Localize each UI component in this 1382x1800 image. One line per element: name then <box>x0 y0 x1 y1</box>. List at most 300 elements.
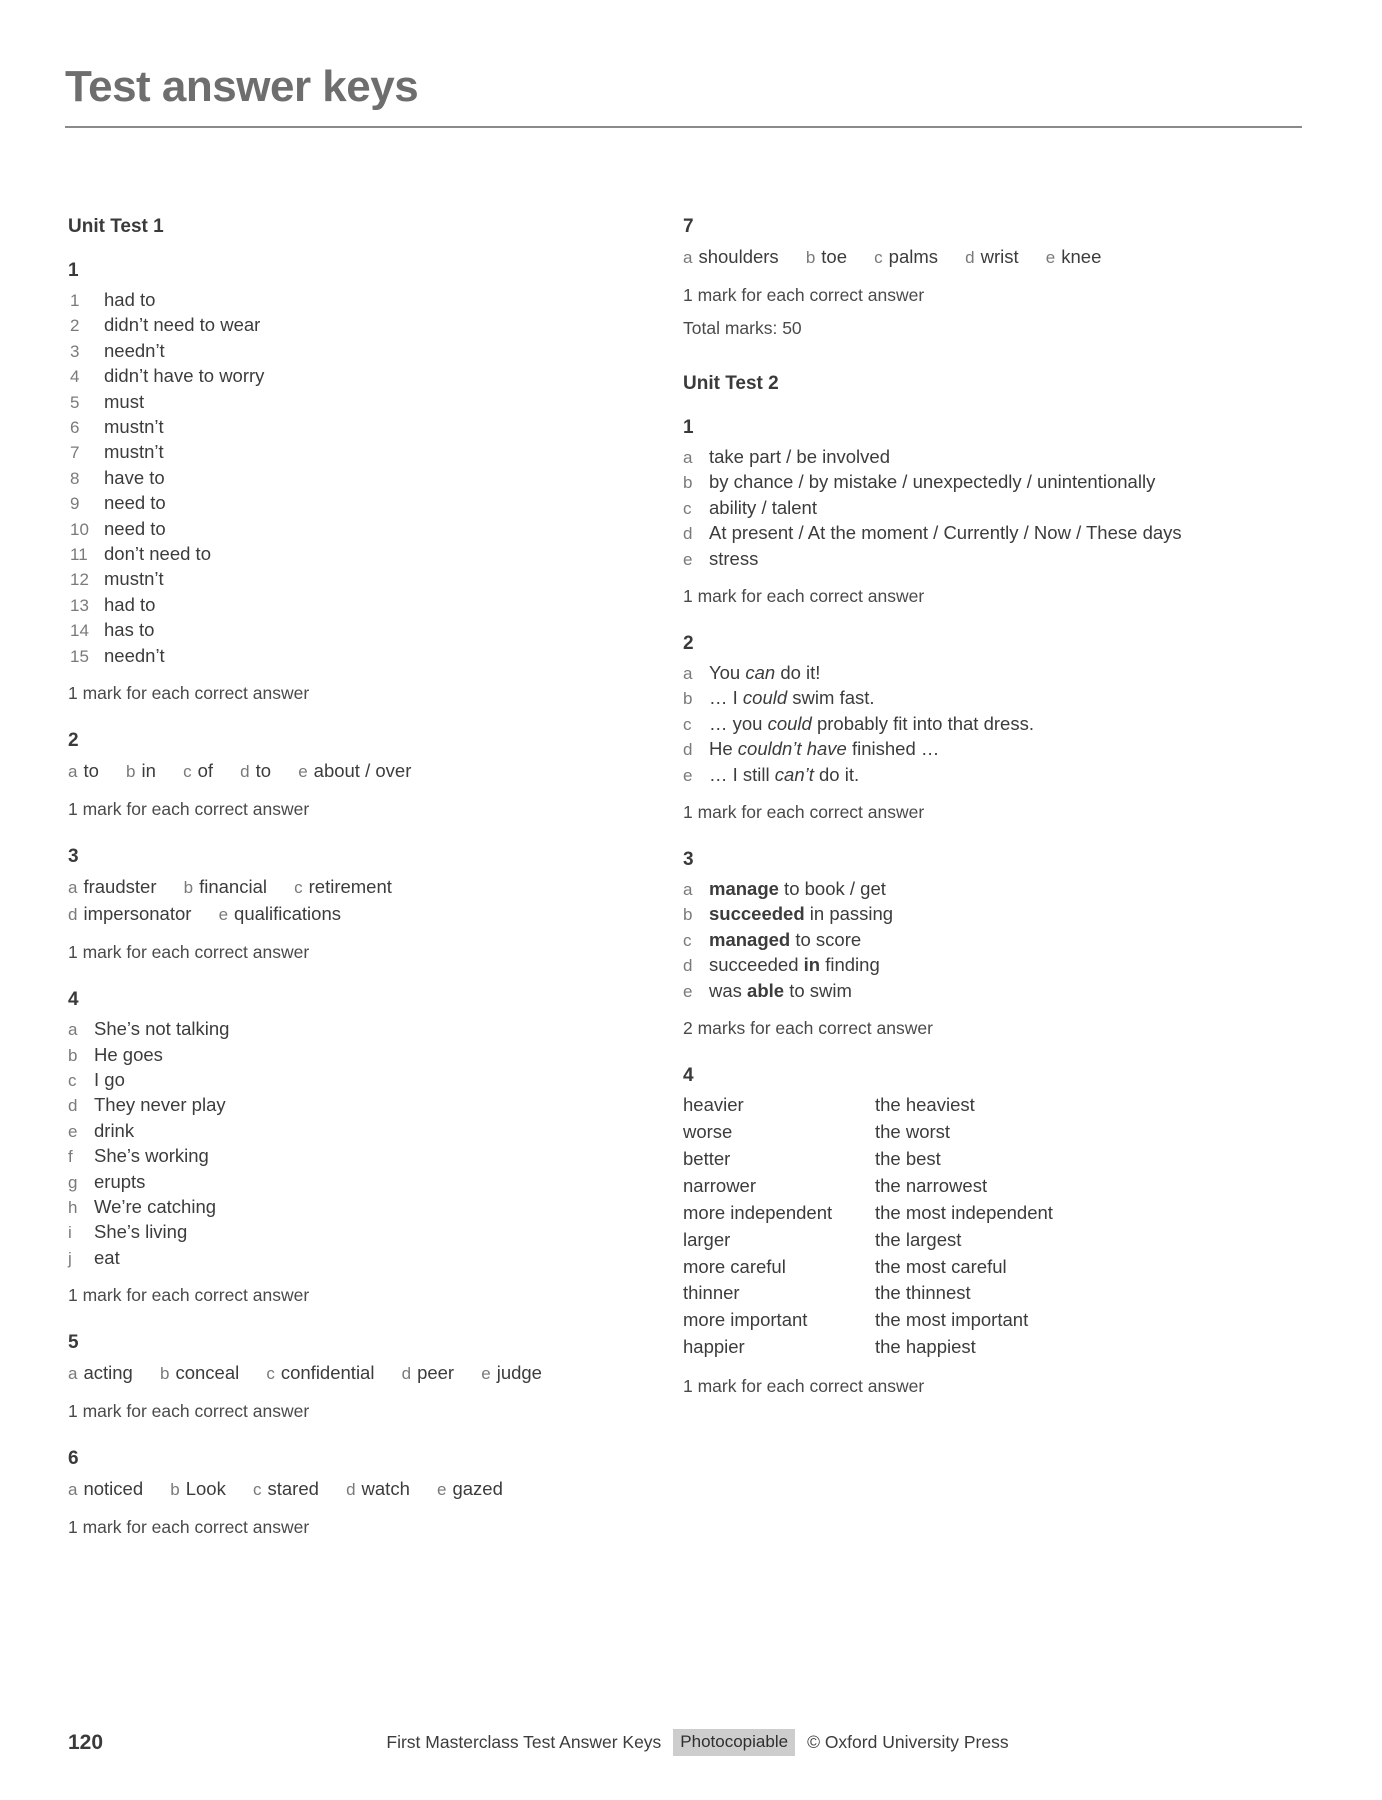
item-label: a <box>68 762 78 782</box>
list-item <box>402 1360 455 1387</box>
list-item <box>1046 244 1102 271</box>
list-item <box>437 1476 503 1503</box>
item-label: d <box>346 1480 356 1500</box>
item-label: f <box>68 1147 73 1167</box>
question-number: 3 <box>68 846 79 868</box>
item-text: had to <box>104 593 156 615</box>
item-label: 7 <box>70 443 80 463</box>
list-item <box>68 758 99 785</box>
photocopiable-badge: Photocopiable <box>673 1729 795 1756</box>
footer-center <box>103 1729 1332 1756</box>
book-title: First Masterclass Test Answer Keys <box>386 1732 662 1752</box>
right-question-4 <box>683 1065 1238 1397</box>
list-item <box>68 542 623 567</box>
item-text: mustn’t <box>104 568 164 590</box>
item-label: b <box>805 248 816 267</box>
item-text: stared <box>267 1478 319 1500</box>
table-row <box>683 1228 1053 1255</box>
right-question-2 <box>683 633 1238 823</box>
item-label: d <box>683 740 693 760</box>
item-label: e <box>1045 248 1056 267</box>
table-row <box>683 1120 1053 1147</box>
item-text: didn’t need to wear <box>104 314 261 336</box>
item-text-emphasis: can <box>745 662 776 684</box>
list-item <box>68 1093 623 1118</box>
item-label: 9 <box>70 494 80 514</box>
table-row <box>683 1255 1053 1282</box>
question-number: 7 <box>683 216 694 237</box>
item-label: 11 <box>70 545 88 565</box>
list-item <box>68 593 623 618</box>
question-number: 1 <box>68 260 79 281</box>
list-item <box>683 979 1238 1004</box>
item-text-pre: succeeded <box>709 954 804 976</box>
answer-list <box>68 1360 623 1387</box>
item-text: gazed <box>452 1478 503 1500</box>
left-question-2 <box>68 730 623 820</box>
list-item <box>253 1476 319 1503</box>
item-label: 1 <box>70 291 80 310</box>
list-item <box>683 737 1238 762</box>
list-item <box>683 763 1238 788</box>
item-label: e <box>481 1364 491 1384</box>
item-label: 12 <box>70 570 89 590</box>
title-divider <box>65 126 1302 128</box>
item-text: ability / talent <box>709 496 817 518</box>
comparative-cell: more independent <box>683 1201 833 1223</box>
item-text: palms <box>888 246 939 267</box>
item-label: c <box>683 930 692 950</box>
table-row <box>683 1308 1053 1335</box>
item-label: e <box>298 762 308 782</box>
table-row <box>683 1147 1053 1174</box>
item-text-emphasis: could <box>742 687 788 709</box>
comparative-cell: more important <box>683 1309 808 1331</box>
item-text-post: finding <box>820 954 880 976</box>
comparative-cell: worse <box>683 1121 733 1142</box>
mark-note: 1 mark for each correct answer <box>68 799 310 820</box>
item-label: e <box>68 1121 78 1141</box>
item-label: a <box>683 448 693 467</box>
list-item <box>183 758 213 785</box>
item-label: c <box>253 1480 262 1500</box>
list-item <box>806 244 847 271</box>
list-item <box>683 496 1238 521</box>
list-item <box>683 661 1238 686</box>
item-text: I go <box>94 1068 125 1090</box>
item-label: c <box>683 714 692 734</box>
item-text-post: swim fast. <box>787 687 875 709</box>
superlative-cell: the largest <box>875 1228 962 1250</box>
item-label: c <box>294 878 303 898</box>
item-text: knee <box>1061 246 1102 267</box>
item-label: b <box>183 878 194 898</box>
list-item <box>68 364 623 389</box>
item-label: 5 <box>70 392 80 412</box>
item-text-post: to score <box>790 928 862 950</box>
item-text: watch <box>361 1478 410 1500</box>
list-item <box>68 390 623 415</box>
comparative-cell: thinner <box>683 1282 740 1304</box>
item-label: d <box>401 1364 412 1384</box>
superlative-cell: the thinnest <box>875 1282 971 1304</box>
list-item <box>68 1068 623 1093</box>
item-label: h <box>68 1197 78 1217</box>
left-question-6 <box>68 1448 623 1538</box>
list-item <box>683 547 1238 572</box>
item-label: d <box>965 248 975 267</box>
list-item <box>68 339 623 364</box>
list-item <box>126 758 156 785</box>
table-row <box>683 1174 1053 1201</box>
total-marks: Total marks: 50 <box>683 318 802 338</box>
list-item <box>68 1195 623 1220</box>
mark-note: 1 mark for each correct answer <box>68 1517 310 1538</box>
item-text-pre: … I still <box>709 763 775 785</box>
list-item <box>294 874 392 901</box>
item-text: about / over <box>313 760 412 782</box>
comparative-cell: better <box>683 1147 731 1169</box>
item-label: a <box>683 248 693 267</box>
list-item <box>965 244 1019 271</box>
publisher: © Oxford University Press <box>807 1732 1009 1752</box>
item-text-bold: in <box>803 954 821 976</box>
item-text: didn’t have to worry <box>104 365 265 387</box>
list-item <box>184 874 267 901</box>
item-label: e <box>683 981 693 1001</box>
item-label: d <box>683 524 693 544</box>
item-text: confidential <box>280 1362 375 1384</box>
item-label: b <box>159 1364 170 1384</box>
list-item <box>68 874 156 901</box>
item-label: a <box>683 880 693 900</box>
item-text: shoulders <box>698 246 779 267</box>
superlative-cell: the most important <box>875 1309 1029 1331</box>
answer-list <box>683 445 1238 572</box>
item-label: 6 <box>70 418 80 438</box>
comparative-cell: larger <box>683 1228 731 1250</box>
left-column <box>68 216 623 1564</box>
mark-note: 1 mark for each correct answer <box>68 1401 310 1422</box>
item-label: g <box>68 1172 78 1192</box>
list-item <box>68 644 623 669</box>
list-item <box>68 1476 143 1503</box>
item-text-emphasis: could <box>767 712 812 734</box>
list-item <box>683 244 779 271</box>
question-number: 6 <box>68 1448 79 1470</box>
answer-list <box>683 877 1238 1004</box>
mark-note: 1 mark for each correct answer <box>68 942 310 963</box>
left-question-3 <box>68 846 623 963</box>
item-text: At present / At the moment / Currently / Now / These days <box>709 522 1182 544</box>
item-text: drink <box>94 1119 135 1141</box>
item-text-bold: managed <box>709 928 791 950</box>
item-text-pre: … I <box>709 687 743 709</box>
list-item <box>68 1170 623 1195</box>
mark-note: 2 marks for each correct answer <box>683 1018 933 1039</box>
item-text-post: finished … <box>846 738 940 760</box>
superlative-cell: the worst <box>875 1121 951 1142</box>
list-item <box>683 686 1238 711</box>
item-text: She’s working <box>94 1145 209 1167</box>
page-header <box>50 0 1332 124</box>
item-label: 2 <box>70 316 80 336</box>
item-text: impersonator <box>83 903 192 925</box>
item-text: toe <box>821 246 848 267</box>
item-text: of <box>197 760 213 782</box>
comparative-cell: heavier <box>683 1094 744 1116</box>
item-label: 3 <box>70 341 80 361</box>
table-row <box>683 1281 1053 1308</box>
item-text-post: to book / get <box>778 878 886 900</box>
question-number: 3 <box>683 849 694 871</box>
item-text: qualifications <box>234 903 341 925</box>
list-item <box>160 1360 239 1387</box>
mark-note: 1 mark for each correct answer <box>683 1376 925 1397</box>
item-label: b <box>126 762 136 782</box>
page-footer <box>0 1729 1382 1756</box>
item-text: don’t need to <box>104 543 211 565</box>
item-text: take part / be involved <box>709 446 890 467</box>
content-columns <box>50 216 1332 1564</box>
item-text: wrist <box>980 246 1019 267</box>
item-label: c <box>266 1364 275 1384</box>
answer-list <box>68 288 623 669</box>
item-text-bold: manage <box>709 878 779 900</box>
item-text-post: do it! <box>775 662 821 684</box>
item-text: erupts <box>94 1170 146 1192</box>
question-number: 5 <box>68 1332 79 1354</box>
item-label: d <box>240 762 250 782</box>
item-label: a <box>68 1020 78 1040</box>
item-text-pre: was <box>709 979 748 1001</box>
left-question-4 <box>68 989 623 1306</box>
item-text-post: in passing <box>804 903 894 925</box>
right-question-1 <box>683 417 1238 607</box>
item-text: must <box>104 390 145 412</box>
list-item <box>874 244 938 271</box>
left-question-1 <box>68 260 623 704</box>
item-text: needn’t <box>104 339 165 361</box>
list-item <box>683 928 1238 953</box>
item-text-pre: He <box>709 738 738 760</box>
answer-list <box>68 874 623 928</box>
question-number: 1 <box>683 417 694 438</box>
list-item <box>683 521 1238 546</box>
question-number: 2 <box>683 633 694 655</box>
list-item <box>68 1144 623 1169</box>
item-label: a <box>68 1480 78 1500</box>
list-item <box>68 313 623 338</box>
item-text-emphasis: can’t <box>774 763 814 785</box>
item-label: b <box>683 905 693 925</box>
answer-list <box>68 1476 623 1503</box>
item-text: She’s living <box>94 1221 188 1243</box>
item-text: stress <box>709 547 759 569</box>
item-label: j <box>68 1248 72 1268</box>
right-question-7 <box>683 216 1238 339</box>
item-label: d <box>683 956 693 976</box>
item-text: fraudster <box>83 876 157 898</box>
list-item <box>683 712 1238 737</box>
item-text: to <box>83 760 99 782</box>
item-label: a <box>68 878 78 898</box>
item-text: conceal <box>175 1362 240 1384</box>
item-text: has to <box>104 619 155 641</box>
list-item <box>481 1360 542 1387</box>
mark-note: 1 mark for each correct answer <box>68 683 310 704</box>
list-item <box>68 1220 623 1245</box>
item-label: b <box>170 1480 180 1500</box>
item-label: d <box>68 1096 78 1116</box>
list-item <box>68 901 191 928</box>
item-text: judge <box>496 1362 542 1384</box>
mark-note: 1 mark for each correct answer <box>683 285 925 305</box>
item-text-pre: … you <box>709 712 768 734</box>
item-text-post: to swim <box>784 979 852 1001</box>
item-label: d <box>68 905 78 925</box>
item-text-post: probably fit into that dress. <box>811 712 1034 734</box>
item-label: a <box>68 1364 78 1384</box>
item-text: need to <box>104 517 166 539</box>
list-item <box>68 618 623 643</box>
item-text: mustn’t <box>104 416 164 438</box>
page-number: 120 <box>68 1730 104 1754</box>
unit-test-1-heading: Unit Test 1 <box>68 216 164 237</box>
superlative-cell: the narrowest <box>875 1174 988 1196</box>
mark-note: 1 mark for each correct answer <box>683 586 925 607</box>
item-text: had to <box>104 289 156 310</box>
question-number: 2 <box>68 730 79 752</box>
item-text: in <box>141 760 156 782</box>
list-item <box>240 758 271 785</box>
page-title: Test answer keys <box>65 62 419 111</box>
answer-list <box>683 244 1238 271</box>
item-text: need to <box>104 492 166 514</box>
item-label: e <box>683 549 693 569</box>
item-text: peer <box>417 1362 455 1384</box>
item-text-emphasis: couldn’t have <box>737 738 847 760</box>
item-label: c <box>874 248 883 267</box>
item-label: e <box>437 1480 447 1500</box>
list-item <box>68 491 623 516</box>
table-row <box>683 1335 1053 1362</box>
item-text-bold: succeeded <box>709 903 805 925</box>
item-label: e <box>683 765 693 785</box>
superlative-cell: the heaviest <box>875 1094 975 1116</box>
item-text: They never play <box>94 1094 226 1116</box>
item-label: 14 <box>70 621 89 641</box>
list-item <box>298 758 411 785</box>
right-column <box>683 216 1238 1564</box>
item-label: b <box>683 689 693 709</box>
answer-list <box>68 758 623 785</box>
item-text: financial <box>199 876 267 898</box>
item-label: 8 <box>70 468 80 488</box>
comparative-superlative-table <box>683 1093 1053 1362</box>
superlative-cell: the best <box>875 1147 941 1169</box>
right-question-3 <box>683 849 1238 1039</box>
item-text: to <box>255 760 272 782</box>
item-text: We’re catching <box>94 1195 217 1217</box>
item-text: eat <box>94 1246 120 1268</box>
item-label: 4 <box>70 367 80 387</box>
list-item <box>68 567 623 592</box>
item-text-bold: able <box>747 979 785 1001</box>
list-item <box>683 470 1238 495</box>
answer-list <box>683 661 1238 788</box>
table-row <box>683 1201 1053 1228</box>
superlative-cell: the most independent <box>875 1201 1053 1223</box>
left-question-5 <box>68 1332 623 1422</box>
item-text: noticed <box>83 1478 144 1500</box>
table-row <box>683 1093 1053 1120</box>
item-text-post: do it. <box>813 763 860 785</box>
item-text: mustn’t <box>104 441 164 463</box>
unit-test-2-heading: Unit Test 2 <box>683 373 779 394</box>
item-text: retirement <box>308 876 392 898</box>
list-item <box>170 1476 226 1503</box>
item-label: i <box>68 1223 72 1243</box>
item-label: a <box>683 664 693 684</box>
comparative-cell: narrower <box>683 1174 756 1196</box>
item-label: 13 <box>70 595 89 615</box>
list-item <box>68 1360 133 1387</box>
item-label: c <box>68 1070 77 1090</box>
item-text: by chance / by mistake / unexpectedly / unintentionally <box>709 471 1156 493</box>
comparative-cell: more careful <box>683 1255 786 1277</box>
list-item <box>683 902 1238 927</box>
list-item <box>68 440 623 465</box>
item-text: She’s not talking <box>94 1018 230 1040</box>
list-item <box>219 901 341 928</box>
item-label: b <box>68 1045 78 1065</box>
list-item <box>68 288 623 313</box>
answer-list <box>68 1017 623 1271</box>
list-item <box>346 1476 410 1503</box>
item-label: c <box>183 762 192 782</box>
list-item <box>683 953 1238 978</box>
item-label: 10 <box>70 519 89 539</box>
item-text: acting <box>83 1362 133 1384</box>
item-text: have to <box>104 466 165 488</box>
item-text: needn’t <box>104 644 165 666</box>
item-label: b <box>683 473 693 493</box>
list-item <box>68 415 623 440</box>
comparative-cell: happier <box>683 1336 745 1358</box>
list-item <box>68 517 623 542</box>
list-item <box>68 1017 623 1042</box>
item-label: c <box>683 498 692 518</box>
list-item <box>683 877 1238 902</box>
item-label: 15 <box>70 646 89 666</box>
question-number: 4 <box>68 989 79 1011</box>
list-item <box>266 1360 374 1387</box>
list-item <box>68 1246 623 1271</box>
item-text-pre: You <box>709 662 746 684</box>
list-item <box>683 445 1238 470</box>
list-item <box>68 1119 623 1144</box>
list-item <box>68 466 623 491</box>
list-item <box>68 1043 623 1068</box>
mark-note: 1 mark for each correct answer <box>68 1285 310 1306</box>
superlative-cell: the happiest <box>875 1336 976 1358</box>
superlative-cell: the most careful <box>875 1255 1007 1277</box>
item-text: He goes <box>94 1043 163 1065</box>
item-text: Look <box>185 1478 226 1500</box>
mark-note: 1 mark for each correct answer <box>683 802 925 823</box>
question-number: 4 <box>683 1065 694 1087</box>
